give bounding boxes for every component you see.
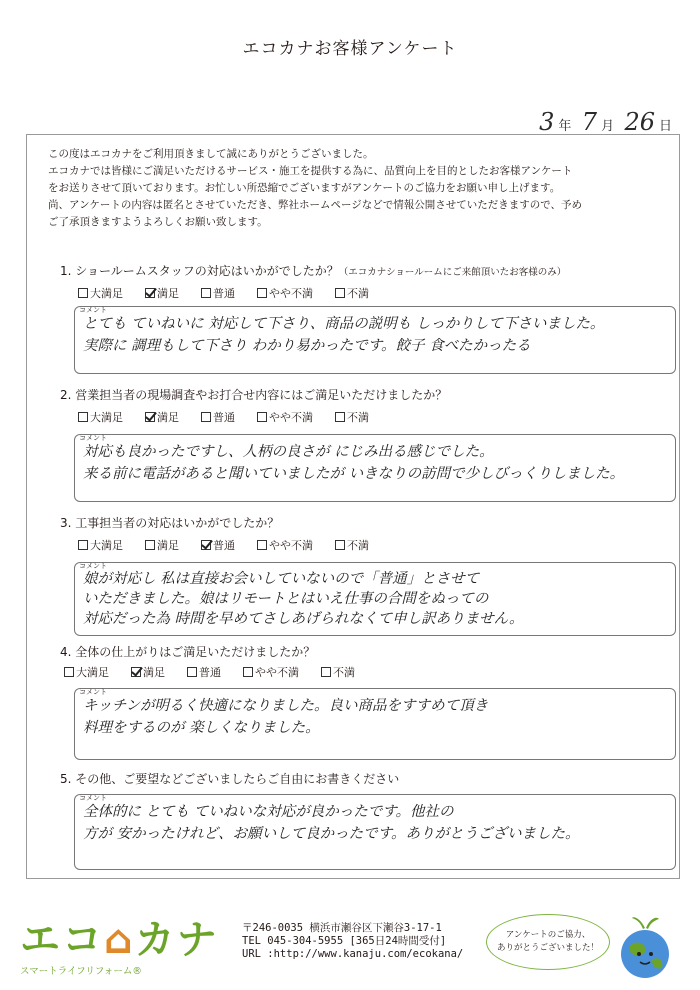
- comment-box-1[interactable]: [74, 306, 676, 374]
- checkbox[interactable]: [257, 412, 267, 422]
- checkbox[interactable]: [64, 667, 74, 677]
- date-year: 3: [539, 108, 555, 136]
- rating-option[interactable]: [243, 664, 299, 680]
- rating-option[interactable]: [78, 285, 123, 301]
- logo-wordmark: [20, 908, 219, 965]
- rating-option[interactable]: [335, 285, 369, 301]
- comment-box-5[interactable]: [74, 794, 676, 870]
- comment-line: いただきました。娘はリモートとはいえ仕事の合間をぬっての: [83, 591, 489, 607]
- question-1: [60, 262, 566, 279]
- intro-line: をお送りさせて頂いております。お忙しい所恐縮でございますがアンケートのご協力をお願い申し上げます。: [48, 182, 561, 194]
- date-year-unit: 年: [558, 119, 572, 134]
- phone-line: TEL 045-304-5955 [365日24時間受付]: [242, 935, 447, 947]
- comment-text-4: [83, 695, 669, 739]
- comment-label: コメント: [79, 688, 107, 696]
- comment-box-3[interactable]: [74, 562, 676, 636]
- rating-option-label: 満足: [157, 287, 179, 300]
- rating-option-label: 満足: [157, 411, 179, 424]
- rating-option-label: やや不満: [269, 411, 313, 424]
- question-3-label: 3. 工事担当者の対応はいかがでしたか？: [60, 516, 280, 530]
- comment-label: コメント: [79, 562, 107, 570]
- comment-line: 全体的に とても ていねいな対応が良かったです。他社の: [83, 804, 454, 820]
- rating-option[interactable]: [187, 664, 221, 680]
- rating-option-label: 普通: [213, 539, 235, 552]
- date-month-unit: 月: [601, 119, 615, 134]
- rating-option[interactable]: [201, 285, 235, 301]
- checkbox[interactable]: [145, 288, 155, 298]
- rating-option-label: 不満: [347, 539, 369, 552]
- rating-option-label: 普通: [213, 287, 235, 300]
- comment-line: 方が 安かったけれど、お願いして良かったです。ありがとうございました。: [83, 826, 580, 842]
- intro-text: [48, 146, 663, 231]
- comment-line: 娘が対応し 私は直接お会いしていないので「普通」とさせて: [83, 571, 480, 587]
- checkbox[interactable]: [257, 540, 267, 550]
- question-5: [60, 770, 399, 787]
- rating-option[interactable]: [131, 664, 165, 680]
- comment-label: コメント: [79, 306, 107, 314]
- footer: [0, 908, 700, 990]
- comment-text-5: [83, 801, 669, 845]
- question-1-options: [78, 285, 369, 301]
- comment-line: 対応も良かったですし、人柄の良さが にじみ出る感じでした。: [83, 444, 494, 460]
- checkbox[interactable]: [321, 667, 331, 677]
- address-line: 〒246-0035 横浜市瀬谷区下瀬谷3-17-1: [242, 922, 442, 934]
- comment-line: 対応だった為 時間を早めてさしあげられなくて申し訳ありません。: [83, 611, 524, 627]
- checkbox[interactable]: [201, 540, 211, 550]
- bubble-line: ありがとうございました！: [496, 943, 599, 953]
- date-day-unit: 日: [658, 119, 672, 134]
- logo-part: エコ: [20, 917, 104, 963]
- intro-line: この度はエコカナをご利用頂きまして誠にありがとうございました。: [48, 148, 374, 160]
- rating-option[interactable]: [78, 409, 123, 425]
- checkbox[interactable]: [243, 667, 253, 677]
- rating-option[interactable]: [257, 409, 313, 425]
- checkbox[interactable]: [187, 667, 197, 677]
- comment-text-2: [83, 441, 669, 485]
- company-address: [242, 922, 463, 961]
- logo-part: カナ: [134, 917, 219, 963]
- comment-box-4[interactable]: [74, 688, 676, 760]
- checkbox[interactable]: [201, 288, 211, 298]
- comment-text-3: [83, 569, 669, 629]
- rating-option-label: 大満足: [90, 539, 123, 552]
- comment-line: とても ていねいに 対応して下さり、商品の説明も しっかりして下さいました。: [83, 316, 605, 332]
- rating-option-label: やや不満: [269, 539, 313, 552]
- intro-line: エコカナでは皆様にご満足いただけるサービス・施工を提供する為に、品質向上を目的としたお客様アンケート: [48, 165, 573, 177]
- comment-label: コメント: [79, 794, 107, 802]
- rating-option-label: 満足: [157, 539, 179, 552]
- question-1-note: （エコカナショールームにご来館頂いたお客様のみ）: [338, 267, 567, 278]
- checkbox[interactable]: [131, 667, 141, 677]
- checkbox[interactable]: [335, 540, 345, 550]
- question-5-label: 5. その他、ご要望などございましたらご自由にお書きください: [60, 772, 400, 786]
- bubble-line: アンケートのご協力、: [505, 930, 591, 940]
- comment-text-1: [83, 313, 669, 357]
- checkbox[interactable]: [335, 412, 345, 422]
- thanks-bubble: [486, 914, 610, 970]
- ecokana-logo: [20, 908, 219, 977]
- url-line: URL :http://www.kanaju.com/ecokana/: [242, 948, 464, 960]
- comment-box-2[interactable]: [74, 434, 676, 502]
- question-4-label: 4. 全体の仕上がりはご満足いただけましたか？: [60, 645, 316, 659]
- comment-line: 実際に 調理もして下さり わかり易かったです。餃子 食べたかったる: [83, 338, 531, 354]
- question-4: [60, 643, 315, 660]
- rating-option[interactable]: [335, 537, 369, 553]
- earth-mascot-icon: [610, 912, 680, 986]
- intro-line: 尚、アンケートの内容は匿名とさせていただき、弊社ホームページなどで情報公開させていただきますので、予め: [48, 199, 583, 211]
- checkbox[interactable]: [78, 288, 88, 298]
- checkbox[interactable]: [257, 288, 267, 298]
- question-2: [60, 386, 447, 403]
- house-icon: ⌂: [104, 917, 135, 963]
- rating-option[interactable]: [257, 285, 313, 301]
- rating-option[interactable]: [145, 285, 179, 301]
- rating-option[interactable]: [201, 409, 235, 425]
- rating-option-label: 普通: [213, 411, 235, 424]
- checkbox[interactable]: [78, 412, 88, 422]
- checkbox[interactable]: [78, 540, 88, 550]
- comment-line: 来る前に電話があると聞いていましたが いきなりの訪問で少しびっくりしました。: [83, 466, 625, 482]
- question-3: [60, 514, 279, 531]
- rating-option-label: 大満足: [90, 411, 123, 424]
- rating-option-label: 不満: [347, 411, 369, 424]
- rating-option-label: 大満足: [76, 666, 109, 679]
- date-day: 26: [624, 108, 655, 136]
- question-2-label: 2. 営業担当者の現場調査やお打合せ内容にはご満足いただけましたか？: [60, 388, 448, 402]
- checkbox[interactable]: [145, 540, 155, 550]
- comment-line: キッチンが明るく快適になりました。良い商品をすすめて頂き: [83, 698, 489, 714]
- rating-option-label: 不満: [347, 287, 369, 300]
- checkbox[interactable]: [335, 288, 345, 298]
- question-2-options: [78, 409, 369, 425]
- rating-option[interactable]: [145, 409, 179, 425]
- rating-option-label: 大満足: [90, 287, 123, 300]
- rating-option[interactable]: [145, 537, 179, 553]
- question-4-options: [64, 664, 355, 680]
- date-field: [539, 108, 676, 136]
- question-3-options: [78, 537, 369, 553]
- rating-option-label: やや不満: [269, 287, 313, 300]
- rating-option[interactable]: [321, 664, 355, 680]
- rating-option[interactable]: [257, 537, 313, 553]
- comment-line: 料理をするのが 楽しくなりました。: [83, 720, 320, 736]
- rating-option[interactable]: [64, 664, 109, 680]
- rating-option[interactable]: [335, 409, 369, 425]
- intro-line: ご了承頂きますようよろしくお願い致します。: [48, 216, 268, 228]
- question-1-label: 1. ショールームスタッフの対応はいかがでしたか？: [60, 264, 339, 278]
- comment-label: コメント: [79, 434, 107, 442]
- rating-option-label: 満足: [143, 666, 165, 679]
- page-title: エコカナお客様アンケート: [242, 39, 458, 59]
- checkbox[interactable]: [145, 412, 155, 422]
- checkbox[interactable]: [201, 412, 211, 422]
- date-month: 7: [581, 108, 598, 136]
- rating-option-label: やや不満: [255, 666, 299, 679]
- logo-tagline: スマートライフリフォーム®: [20, 966, 142, 977]
- rating-option-label: 普通: [199, 666, 221, 679]
- rating-option-label: 不満: [333, 666, 355, 679]
- rating-option[interactable]: [201, 537, 235, 553]
- rating-option[interactable]: [78, 537, 123, 553]
